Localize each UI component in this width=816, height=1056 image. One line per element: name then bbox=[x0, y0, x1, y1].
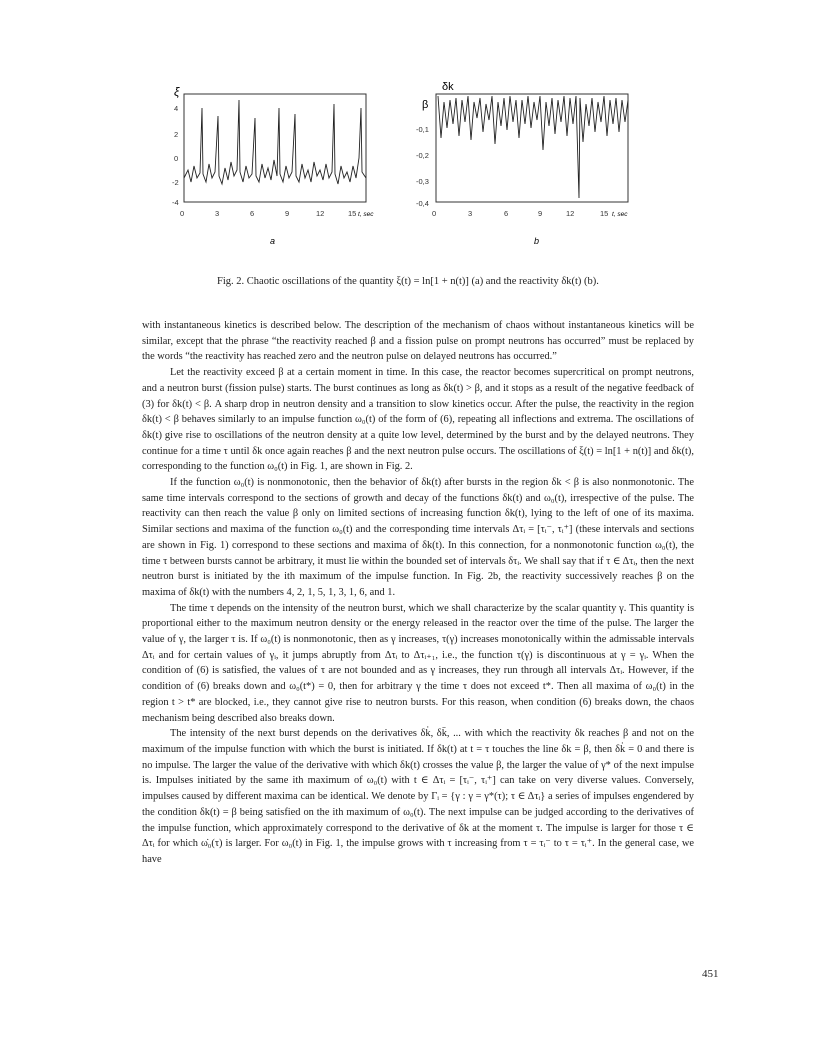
panel-b-beta-label: β bbox=[422, 99, 429, 111]
panel-b-xtick: 15 bbox=[600, 209, 609, 218]
panel-a-xtick: 9 bbox=[285, 209, 290, 218]
panel-b-ytick: -0,4 bbox=[416, 199, 429, 208]
panel-a-label: a bbox=[270, 236, 276, 246]
panel-a bbox=[172, 85, 374, 246]
panel-a-frame bbox=[184, 94, 366, 202]
panel-a-ytick: 2 bbox=[174, 130, 179, 139]
paragraph: Let the reactivity exceed β at a certain moment in time. In this case, the reactor becomes supercritical on prompt neutrons, and a neutron burst (fission pulse) starts. The burst continues as long as δk(t) > β, and it stops as a result of the negative feedback of (3) for δk(t) < β. A sharp drop in neutron density and a transition to slow kinetics occur. After the pulse, the reactivity in the region δk(t) < β behaves similarly to an impulse function ω₀(t) of the form of (6), repeating all inflections and extrema. The oscillations of δk(t) give rise to oscillations of the neutron density at a quite low level, determined by the burst and by the delayed neutrons. They continue for a time τ until δk once again reaches β and the next neutron pulse occurs. The oscillations of ξ(t) = ln[1 + n(t)] and δk(t), corresponding to the function ω₀(t) in Fig. 1, are shown in Fig. 2. bbox=[142, 367, 694, 473]
panel-b bbox=[416, 81, 628, 246]
panel-b-xtick: 0 bbox=[432, 209, 437, 218]
panel-b-yticks bbox=[416, 125, 429, 208]
panel-b-xtick: 6 bbox=[504, 209, 509, 218]
figure-2 bbox=[160, 78, 660, 278]
panel-a-xlabel: t, sec bbox=[358, 211, 374, 218]
panel-a-xticks bbox=[180, 209, 356, 218]
panel-b-ytick: -0,2 bbox=[416, 151, 429, 160]
panel-a-ytick: -2 bbox=[172, 178, 179, 187]
panel-b-xtick: 9 bbox=[538, 209, 543, 218]
panel-b-xticks bbox=[432, 209, 608, 218]
paragraph: with instantaneous kinetics is described below. The description of the mechanism of chaos without instantaneous kinetics will be similar, except that the phrase “the reactivity reached β and a fission pulse on prompt neutrons has occurred” must be replaced by the words “the reactivity has reached zero and the neutron pulse on delayed neutrons has occurred.” bbox=[142, 320, 694, 363]
body-text bbox=[142, 318, 694, 868]
panel-a-xtick: 0 bbox=[180, 209, 185, 218]
page-number: 451 bbox=[702, 968, 719, 980]
panel-b-xtick: 3 bbox=[468, 209, 473, 218]
figure-caption: Fig. 2. Chaotic oscillations of the quantity ξ(t) = ln[1 + n(t)] (a) and the reactivity δk(t) (b). bbox=[217, 276, 599, 287]
paragraph: The intensity of the next burst depends on the derivatives δk̇, δk̈, ... with which the reactivity δk reaches β and not on the maximum of the impulse function with which the burst is initiated. If δk(t) at t = τ touches the line δk = β, then δk̇ = 0 and there is no impulse. The larger the value of the derivative with which δk(t) crosses the value β, the larger the value of γ* of the next impulse is. Impulses initiated by the same ith maximum of ω₀(t) with t ∈ Δτᵢ = [τᵢ⁻, τᵢ⁺] can take on very diverse values. Conversely, impulses caused by different maxima can be identical. We denote by Γᵢ = {γ : γ = γ*(τ); τ ∈ Δτᵢ} a series of impulses engendered by the condition δk(t) = β being satisfied on the ith maximum of ω₀(t). The next impulse can be judged according to the derivatives of the impulse function, which approximately correspond to the derivative of δk at the moment τ. The impulse is larger for those τ ∈ Δτᵢ for which ω̇₀(τ) is larger. For ω₀(t) in Fig. 1, the impulse grows with τ increasing from τ = τᵢ⁻ to τ = τᵢ⁺. In the general case, we have bbox=[142, 728, 694, 865]
panel-a-ytick: -4 bbox=[172, 198, 179, 207]
panel-a-ytick: 4 bbox=[174, 104, 179, 113]
panel-b-curve bbox=[438, 96, 628, 198]
panel-b-xtick: 12 bbox=[566, 209, 575, 218]
panel-b-ytick: -0,3 bbox=[416, 177, 429, 186]
panel-b-xlabel: t, sec bbox=[612, 211, 628, 218]
panel-a-ylabel: ξ bbox=[174, 85, 180, 99]
panel-a-yticks bbox=[172, 104, 179, 207]
paragraph: The time τ depends on the intensity of the neutron burst, which we shall characterize by the scalar quantity γ. This quantity is proportional either to the maximum neutron density or the energy released in the reactor over the time of the pulse. The larger the value of γ, the larger τ is. If ω₀(t) is nonmonotonic, then as γ increases, τ(γ) increases monotonically within the admissable intervals Δτᵢ and for certain values of γᵢ, it jumps abruptly from Δτᵢ to Δτᵢ₊₁, i.e., the function τ(γ) is discontinuous at γ = γᵢ. When the condition of (6) is satisfied, the values of τ are not bounded and as γ increases, they run through all intervals Δτᵢ. However, if the condition of (6) breaks down and ω₀(t*) = 0, then for arbitrary γ the time τ does not exceed t*. Then all maxima of ω₀(t) in the region t > t* are blocked, i.e., they cannot give rise to neutron bursts. For this reason, when condition (6) breaks down, the chaos mechanism being described also breaks down. bbox=[142, 602, 694, 724]
panel-a-ytick: 0 bbox=[174, 154, 179, 163]
panel-a-xtick: 15 bbox=[348, 209, 357, 218]
panel-a-xtick: 6 bbox=[250, 209, 255, 218]
panel-a-xtick: 12 bbox=[316, 209, 325, 218]
panel-b-ytick: -0,1 bbox=[416, 125, 429, 134]
panel-b-ylabel: δk bbox=[442, 81, 454, 93]
panel-a-curve bbox=[184, 100, 366, 184]
panel-a-xtick: 3 bbox=[215, 209, 220, 218]
panel-b-label: b bbox=[534, 236, 540, 246]
paragraph: If the function ω₀(t) is nonmonotonic, then the behavior of δk(t) after bursts in the region δk < β is also nonmonotonic. The same time intervals correspond to the sections of growth and decay of the functions δk(t) and ω₀(t), irrespective of the pulse. The reactivity can then reach the value β only on limited sections of increasing function δk(t), lying to the left of one of its maxima. Similar sections and maxima of the function ω₀(t) and the corresponding time intervals Δτᵢ = [τᵢ⁻, τᵢ⁺] (these intervals and sections are shown in Fig. 1) correspond to these sections and maxima of δk(t). In this connection, for a nonmonotonic function ω₀(t), the time τ between bursts cannot be arbitrary, it must lie within the bounded set of intervals δτᵢ. We shall say that if τ ∈ Δτᵢ, then the next neutron burst is initiated by the ith maximum of the impulse function. In Fig. 2b, the reactivity successively reaches β on the maxima of δk(t) with the numbers 4, 2, 1, 5, 1, 3, 1, 6, and 1. bbox=[142, 477, 694, 598]
